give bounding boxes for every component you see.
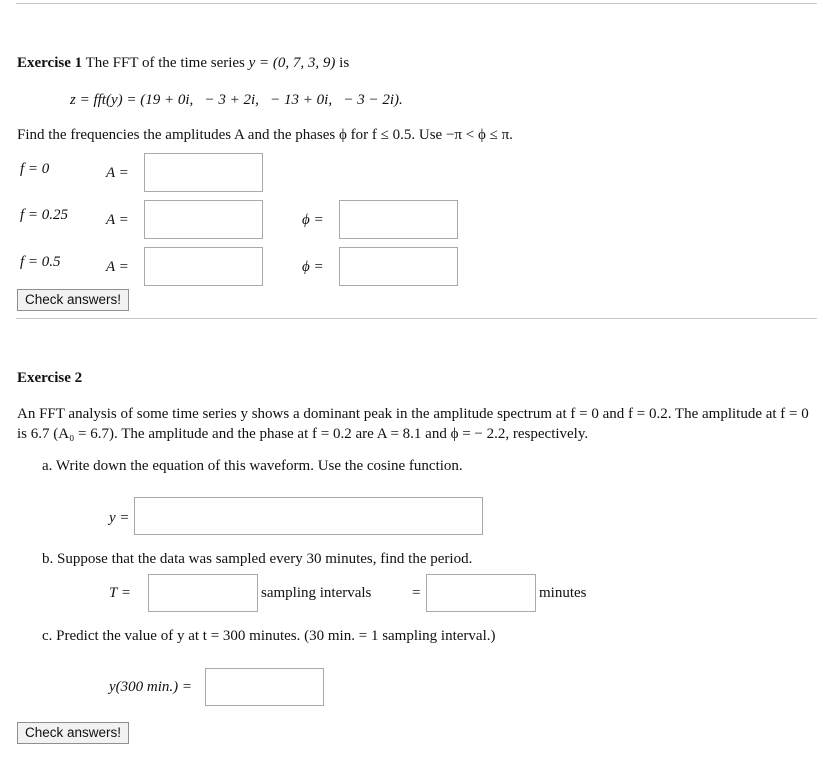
waveform-label: y = <box>109 510 130 526</box>
minutes-unit: minutes <box>539 585 587 601</box>
frequency-label-05: f = 0.5 <box>20 254 61 270</box>
phase-input-f025[interactable] <box>339 200 458 239</box>
waveform-equation-input[interactable] <box>134 497 483 535</box>
phase-input-f05[interactable] <box>339 247 458 286</box>
part-b-question: b. Suppose that the data was sampled every 30 minutes, find the period. <box>42 551 473 567</box>
frequency-label-025: f = 0.25 <box>20 207 69 223</box>
equals-sign: = <box>412 585 421 601</box>
amplitude-label-05: A = <box>106 259 129 275</box>
exercise-2-paragraph: An FFT analysis of some time series y shows a dominant peak in the amplitude spectrum at f = 0 and f = 0.2. The amplitude at f = 0 is 6.7 (A₀ = 6.7). The amplitude and the phase at f = 0.2 are A = 8.1 and ϕ = − 2.2, respectively. <box>17 406 809 442</box>
exercise-2-heading <box>17 370 82 387</box>
top-divider <box>16 3 817 4</box>
amplitude-label-0: A = <box>106 165 129 181</box>
exercise-2-heading-text: Exercise 2 <box>17 370 83 386</box>
time-series-definition: y = (0, 7, 3, 9) <box>248 55 336 71</box>
exercise-1-heading: Exercise 1 <box>17 55 83 71</box>
prediction-input[interactable] <box>205 668 324 706</box>
frequency-label-0: f = 0 <box>20 161 50 177</box>
is-text: is <box>339 55 350 71</box>
amplitude-input-f05[interactable] <box>144 247 263 286</box>
sampling-intervals-unit: sampling intervals <box>261 585 372 601</box>
amplitude-label-025: A = <box>106 212 129 228</box>
period-minutes-input[interactable] <box>426 574 536 612</box>
prediction-label: y(300 min.) = <box>109 679 193 695</box>
check-answers-button-1[interactable]: Check answers! <box>17 289 129 311</box>
phase-label-025: ϕ = <box>302 212 324 228</box>
check-answers-button-2[interactable]: Check answers! <box>17 722 129 744</box>
amplitude-input-f0[interactable] <box>144 153 263 192</box>
phase-label-05: ϕ = <box>302 259 324 275</box>
period-label: T = <box>109 585 131 601</box>
section-divider <box>16 318 817 319</box>
amplitude-input-f025[interactable] <box>144 200 263 239</box>
exercise-1-intro-text: The FFT of the time series <box>85 55 245 71</box>
fft-result: z = fft(y) = (19 + 0i, − 3 + 2i, − 13 + 0i, − 3 − 2i). <box>70 92 403 108</box>
exercise-1-intro <box>17 55 349 72</box>
part-c-question: c. Predict the value of y at t = 300 minutes. (30 min. = 1 sampling interval.) <box>42 628 496 644</box>
exercise-1-instruction: Find the frequencies the amplitudes A and the phases ϕ for f ≤ 0.5. Use −π < ϕ ≤ π. <box>17 127 513 143</box>
period-samples-input[interactable] <box>148 574 258 612</box>
part-a-question: a. Write down the equation of this waveform. Use the cosine function. <box>42 458 463 474</box>
